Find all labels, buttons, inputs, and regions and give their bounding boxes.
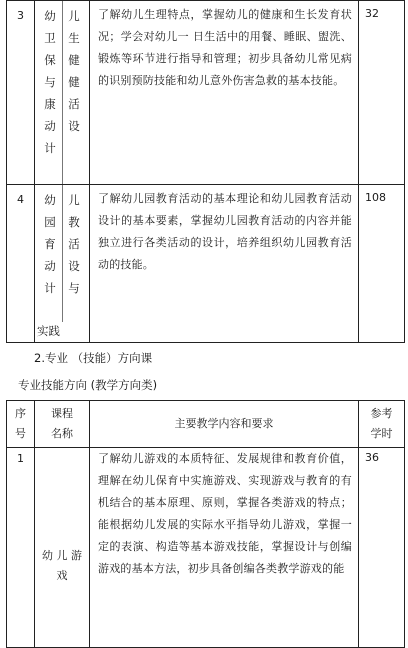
course-hours: 32	[365, 7, 379, 20]
header-no: 序	[15, 407, 26, 420]
inner-divider	[62, 1, 63, 184]
header-name: 课程	[51, 407, 73, 420]
row-number-cell	[7, 1, 35, 185]
table-row	[7, 448, 405, 648]
skills-course-table	[6, 400, 405, 648]
course-content-cell	[90, 1, 359, 185]
course-name-right-column: 儿 教 活 设 与	[68, 193, 80, 295]
course-content: 了解幼儿生理特点，掌握幼儿的健康和生长发育状况；学会对幼儿一 日生活中的用餐、睡眠、盥洗、锻炼等环节进行指导和管理；初步具备幼儿常见病的识别预防技能和幼儿意外伤害急救的基本技能。	[98, 8, 352, 87]
course-content-cell	[90, 448, 359, 648]
course-name-left-column: 幼 卫 保 与 康 动 计	[44, 9, 56, 155]
row-number: 1	[17, 452, 24, 465]
course-hours: 36	[365, 451, 379, 464]
course-content-cell	[90, 185, 359, 343]
header-hours: 参考	[370, 407, 393, 420]
header-content: 主要教学内容和要求	[174, 417, 274, 430]
row-number: 3	[17, 9, 24, 22]
header-name-cell: 课程 名称	[35, 401, 90, 448]
course-content: 了解幼儿园教育活动的基本理论和幼儿园教育活动设计的基本要素，掌握幼儿园教育活动的内容并能独立进行各类活动的设计，培养组织幼儿园教育活动的技能。	[98, 192, 352, 271]
course-name-cell	[35, 185, 90, 343]
section-heading: 2.专业 （技能）方向课	[34, 351, 153, 365]
course-name: 幼 儿 游 戏	[42, 549, 82, 582]
course-name-tail: 实践	[37, 324, 60, 338]
row-number: 4	[17, 193, 24, 206]
table-row	[7, 1, 405, 185]
course-table-continued	[6, 0, 405, 343]
header-no-cell: 序 号	[7, 401, 35, 448]
course-hours: 108	[365, 191, 386, 204]
course-hours-cell	[359, 1, 405, 185]
course-hours-cell	[359, 448, 405, 648]
sub-heading: 专业技能方向 (教学方向类)	[18, 378, 158, 392]
course-name-left-column: 幼 园 育 动 计	[44, 193, 56, 295]
course-name-right-column: 儿 生 健 健 活 设	[68, 9, 80, 133]
row-number-cell	[7, 185, 35, 343]
inner-divider	[62, 185, 63, 322]
course-name-cell	[35, 1, 90, 185]
course-content: 了解幼儿游戏的本质特征、发展规律和教育价值，理解在幼儿保育中实施游戏、实现游戏与教育的有机结合的基本原理、原则，掌握各类游戏的特点；能根据幼儿发展的实际水平指导幼儿游戏，掌握一定的表演、构造等基本游戏技能，掌握设计与创编游戏的基本方法，初步具备创编各类教学游戏的能	[98, 452, 352, 575]
course-hours-cell	[359, 185, 405, 343]
header-hours-cell: 参考 学时	[359, 401, 405, 448]
table-row	[7, 185, 405, 343]
course-name-cell	[35, 448, 90, 648]
header-content-cell	[90, 401, 359, 448]
table-header-row	[7, 401, 405, 448]
row-number-cell	[7, 448, 35, 648]
